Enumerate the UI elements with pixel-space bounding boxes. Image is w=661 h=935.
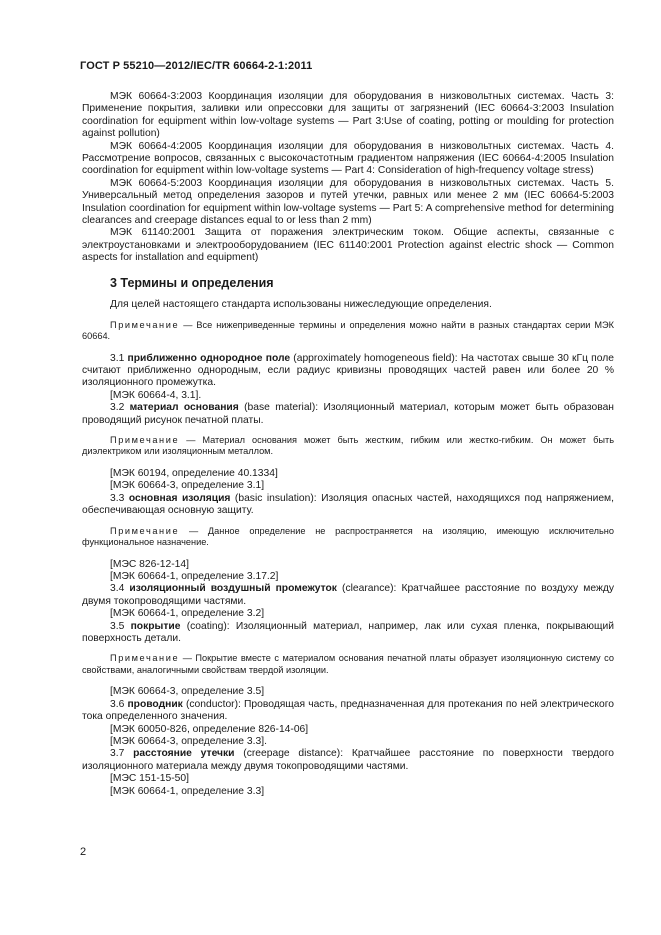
reference-iec-61140: МЭК 61140:2001 Защита от поражения электрическим током. Общие аспекты, связанные с электроустановками и электрооборудованием (IEC 61140:2001 Protection against electric shock — Common aspects for installation and equipment) xyxy=(82,227,614,264)
note-text: — Данное определение не распространяется на изоляцию, имеющую исключительно функциональное назначение. xyxy=(82,525,614,548)
reference: [МЭС 826-12-14] xyxy=(110,558,189,570)
note-label: Примечание xyxy=(110,319,180,330)
term-number: 3.7 xyxy=(110,748,134,760)
term-name: изоляционный воздушный промежуток xyxy=(129,583,337,595)
note-text: — Все нижеприведенные термины и определения можно найти в разных стандартах серии МЭК 60664. xyxy=(82,319,614,341)
term-definition: (coating): Изоляционный материал, например, лак или сухая пленка, покрывающий поверхность детали. xyxy=(82,620,614,644)
term-number: 3.6 xyxy=(110,698,128,710)
term-3-6 xyxy=(82,699,614,724)
term-name: основная изоляция xyxy=(128,492,231,504)
page-number: 2 xyxy=(80,846,87,858)
reference-iec-60664-4: МЭК 60664-4:2005 Координация изоляции для оборудования в низковольтных системах. Часть 4. Рассмотрение вопросов, связанных с высокочастотным градиентом напряжения (IEC 60664-4:2005 Insulation coordination for equipment within low-voltage systems — Part 4: Consideration of high-frequency voltage stress) xyxy=(82,140,614,177)
reference: [МЭК 60664-3, определение 3.1] xyxy=(110,480,265,492)
term-number: 3.5 xyxy=(110,620,131,632)
term-3-1 xyxy=(82,353,614,390)
note-label: Примечание xyxy=(110,525,180,536)
term-definition: (clearance): Кратчайшее расстояние по воздуху между двумя токопроводящими частями. xyxy=(82,583,614,607)
note-1 xyxy=(82,320,614,343)
term-definition: (creepage distance): Кратчайшее расстояние по поверхности твердого изоляционного материала между двумя токопроводящими частями. xyxy=(82,748,614,772)
note-text: — Материал основания может быть жестким, гибким или жестко-гибким. Он может быть диэлектриком или изоляционным металлом. xyxy=(82,434,614,457)
section-title: 3 Термины и определения xyxy=(110,275,274,290)
term-3-5 xyxy=(82,621,614,646)
reference: [МЭК 60664-1, определение 3.17.2] xyxy=(110,570,279,582)
term-definition: (approximately homogeneous field): На частотах свыше 30 кГц поле считают приближенно однородным, если радиус кривизны проводящих частей равен или более 20 % изоляционного промежутка. xyxy=(82,352,614,389)
term-3-6-refs xyxy=(110,724,614,749)
term-name: приближенно однородное поле xyxy=(127,352,291,364)
reference: [МЭК 60194, определение 40.1334] xyxy=(110,467,278,479)
term-definition: (conductor): Проводящая часть, предназначенная для протекания по ней электрического тока определенного значения. xyxy=(82,698,614,723)
reference: [МЭК 60050-826, определение 826-14-06] xyxy=(110,723,309,735)
section-intro: Для целей настоящего стандарта использованы нижеследующие определения. xyxy=(110,299,492,311)
term-3-5-refs xyxy=(110,686,614,698)
page-content xyxy=(82,91,614,798)
term-3-4 xyxy=(82,583,614,608)
term-3-7-refs xyxy=(110,773,614,798)
note-text: — Покрытие вместе с материалом основания печатной платы образует изоляционную систему со свойствами, аналогичными свойствам твердой изоляции. xyxy=(82,653,614,675)
term-3-4-refs xyxy=(110,608,614,620)
reference: [МЭК 60664-1, определение 3.3] xyxy=(110,785,265,797)
note-4 xyxy=(82,653,614,676)
term-definition: (basic insulation): Изоляция опасных частей, находящихся под напряжением, обеспечивающая основную защиту. xyxy=(82,492,614,517)
term-number: 3.1 xyxy=(110,352,128,364)
reference-iec-60664-5: МЭК 60664-5:2003 Координация изоляции для оборудования в низковольтных системах. Часть 5. Универсальный метод определения зазоров и путей утечки, равных или менее 2 мм (IEC 60664-5:2003 Insulation coordination for equipment within low-voltage systems — Part 5: A comprehensive method for determining clearances and creepage distances equal to or less than 2 mm) xyxy=(82,177,614,227)
term-name: проводник xyxy=(127,698,183,710)
reference: [МЭК 60664-3, определение 3.3]. xyxy=(110,736,267,748)
reference-iec-60664-3: МЭК 60664-3:2003 Координация изоляции для оборудования в низковольтных системах. Часть 3: Применение покрытия, заливки или опрессовки для защиты от загрязнений (IEC 60664-3:2003 Insulation coordination for equipment within low-voltage systems — Part 3:Use of coating, potting or moulding for protection against pollution) xyxy=(82,91,614,140)
reference: [МЭК 60664-4, 3.1]. xyxy=(110,389,202,401)
reference: [МЭК 60664-1, определение 3.2] xyxy=(110,608,265,620)
note-3 xyxy=(82,526,614,549)
term-name: материал основания xyxy=(129,402,239,414)
term-definition: (base material): Изоляционный материал, которым может быть образован проводящий рисунок печатной платы. xyxy=(82,402,614,426)
term-number: 3.4 xyxy=(110,583,130,595)
term-number: 3.3 xyxy=(110,492,129,504)
term-3-7 xyxy=(82,748,614,773)
term-number: 3.2 xyxy=(110,402,130,414)
term-3-2 xyxy=(82,402,614,427)
reference: [МЭС 151-15-50] xyxy=(110,773,189,785)
note-label: Примечание xyxy=(110,653,180,664)
term-name: расстояние утечки xyxy=(133,748,235,760)
note-2 xyxy=(82,435,614,458)
term-3-3 xyxy=(82,493,614,518)
reference: [МЭК 60664-3, определение 3.5] xyxy=(110,686,265,698)
term-name: покрытие xyxy=(130,620,181,632)
term-3-3-refs xyxy=(110,559,614,584)
term-3-1-refs xyxy=(110,390,614,402)
note-label: Примечание xyxy=(110,434,180,445)
document-header: ГОСТ Р 55210—2012/IEC/TR 60664-2-1:2011 xyxy=(80,60,313,72)
term-3-2-refs xyxy=(110,468,614,493)
